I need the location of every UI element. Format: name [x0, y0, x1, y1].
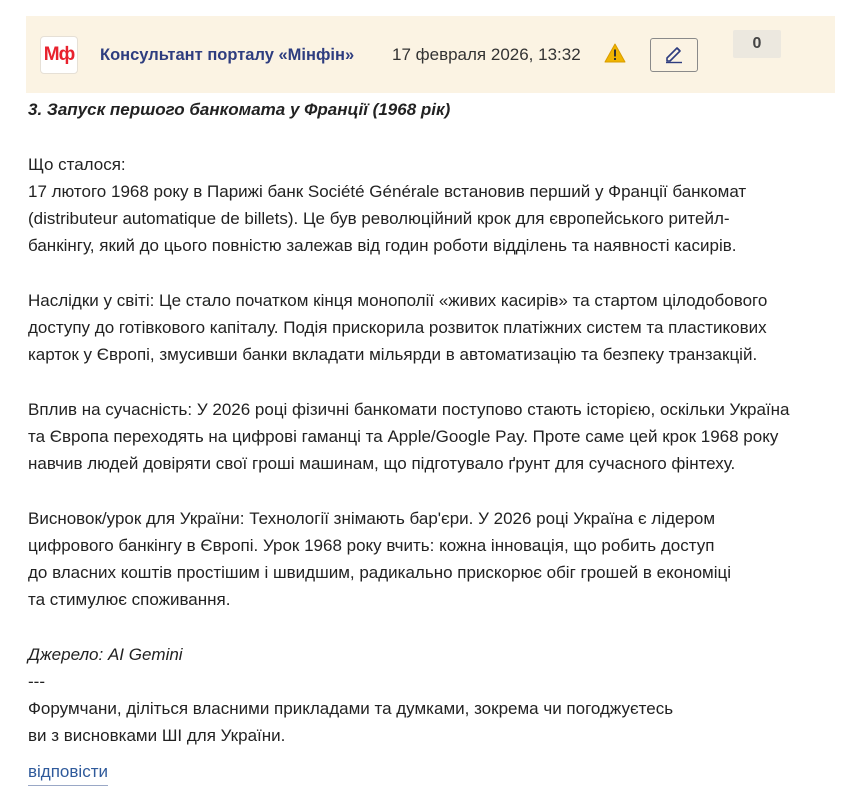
separator: ---	[28, 672, 45, 691]
pencil-icon	[663, 42, 685, 69]
post-title: 3. Запуск першого банкомата у Франції (1968 рік)	[28, 100, 451, 119]
text-line: та Європа переходять на цифрові гаманці та Apple/Google Pay. Проте саме цей крок 1968 року	[28, 427, 779, 446]
text-line: Вплив на сучасність: У 2026 році фізичні банкомати поступово стають історією, оскільки Україна	[28, 400, 790, 419]
text-line: Висновок/урок для України: Технології знімають бар'єри. У 2026 році Україна є лідером	[28, 509, 716, 528]
text-line: до власних коштів простішим і швидшим, радикально прискорює обіг грошей в економіці	[28, 563, 732, 582]
text-line: (distributeur automatique de billets). Це був революційний крок для європейського ритейл-	[28, 209, 730, 228]
text-line: цифрового банкінгу в Європі. Урок 1968 року вчить: кожна інновація, що робить доступ	[28, 536, 715, 555]
author-name[interactable]: Консультант порталу «Мінфін»	[100, 46, 355, 64]
like-counter[interactable]: 0	[733, 30, 781, 58]
source-note: Джерело: AI Gemini	[28, 645, 183, 664]
reply-link[interactable]: відповісти	[28, 758, 108, 786]
text-line: ви з висновками ШІ для України.	[28, 726, 286, 745]
text-line: та стимулює споживання.	[28, 590, 231, 609]
edit-button[interactable]	[650, 38, 698, 72]
post-datetime: 17 февраля 2026, 13:32	[392, 45, 581, 64]
text-line: карток у Європі, змусивши банки вкладати мільярди в автоматизацію та безпеку транзакцій.	[28, 345, 758, 364]
post-header	[26, 16, 835, 93]
text-line: банкінгу, який до цього повністю залежав від годин роботи відділень та наявності касирів.	[28, 236, 737, 255]
what-happened-label: Що сталося:	[28, 155, 126, 174]
post-body	[28, 96, 840, 749]
warning-triangle-icon[interactable]	[604, 43, 626, 63]
text-line: доступу до готівкового капіталу. Подія прискорила розвиток платіжних систем та пластикових	[28, 318, 767, 337]
text-line: Наслідки у світі: Це стало початком кінця монополії «живих касирів» та стартом цілодобового	[28, 291, 768, 310]
text-line: 17 лютого 1968 року в Парижі банк Société Générale встановив перший у Франції банкомат	[28, 182, 747, 201]
text-line: навчив людей довіряти свої гроші машинам, що підготувало ґрунт для сучасного фінтеху.	[28, 454, 736, 473]
minfin-logo[interactable]: Мф	[40, 36, 78, 74]
text-line: Форумчани, діліться власними прикладами та думками, зокрема чи погоджуєтесь	[28, 699, 674, 718]
